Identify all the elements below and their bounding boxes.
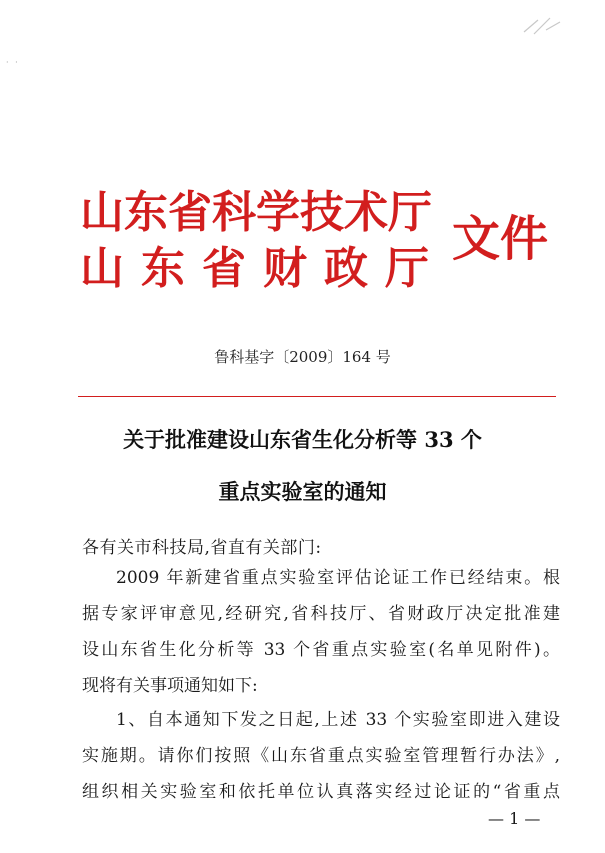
document-number: 鲁科基字〔2009〕164 号: [214, 348, 391, 366]
notice-title-line-1: 关于批准建设山东省生化分析等 33 个: [123, 427, 482, 452]
red-divider-line: [78, 396, 556, 397]
body-paragraph-1: [82, 560, 560, 704]
issuer-block: [80, 186, 446, 296]
notice-title-line-2: 重点实验室的通知: [218, 479, 387, 504]
paragraph-line: 现将有关事项通知如下:: [82, 676, 258, 696]
scan-artifact-mark: [520, 12, 566, 38]
salutation: 各有关市科技局,省直有关部门:: [82, 538, 322, 558]
paragraph-line: 实施期。请你们按照《山东省重点实验室管理暂行办法》,: [82, 746, 560, 766]
issuer-line-1: 山东省科学技术厅: [80, 187, 432, 238]
page-number: — 1 —: [488, 809, 541, 828]
paragraph-line: 据专家评审意见,经研究,省科技厅、省财政厅决定批准建: [82, 604, 560, 624]
paragraph-line: 组织相关实验室和依托单位认真落实经过论证的“省重点: [82, 782, 560, 802]
scan-artifact-dots: · ·: [6, 58, 20, 67]
issuer-line-2: 山东省财政厅: [80, 243, 446, 294]
paragraph-line: 1、自本通知下发之日起,上述 33 个实验室即进入建设: [116, 710, 560, 730]
doc-type-label: 文件: [452, 211, 549, 267]
paragraph-line: 2009 年新建省重点实验室评估论证工作已经结束。根: [116, 568, 560, 588]
paragraph-line: 设山东省生化分析等 33 个省重点实验室(名单见附件)。: [82, 640, 560, 660]
body-paragraph-2: [82, 702, 560, 810]
